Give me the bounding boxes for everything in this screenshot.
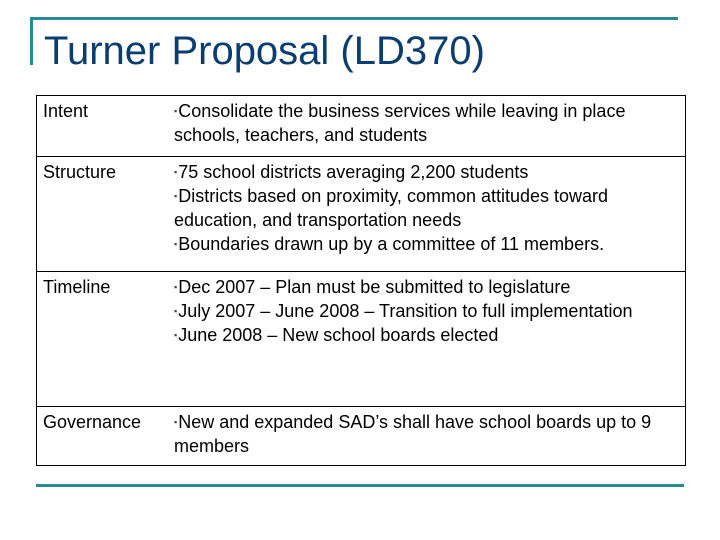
row-content-intent xyxy=(172,96,686,157)
bullet-item xyxy=(174,160,681,184)
table-row-intent xyxy=(37,96,686,157)
table-row-governance xyxy=(37,407,686,466)
bullet-item xyxy=(174,323,681,347)
bullet-item xyxy=(174,232,681,256)
square-bullet-icon: ▪ xyxy=(174,167,178,177)
bullet-text: Districts based on proximity, common attitudes toward education, and transportation needs xyxy=(174,186,609,230)
bullet-text: Consolidate the business services while leaving in place schools, teachers, and students xyxy=(174,101,626,145)
square-bullet-icon: ▪ xyxy=(174,282,178,292)
square-bullet-icon: ▪ xyxy=(174,239,178,249)
square-bullet-icon: ▪ xyxy=(174,306,178,316)
bullet-text: July 2007 – June 2008 – Transition to full implementation xyxy=(178,301,633,321)
bullet-item xyxy=(174,299,681,323)
bullet-text: Dec 2007 – Plan must be submitted to legislature xyxy=(178,277,571,297)
proposal-table xyxy=(36,95,686,466)
square-bullet-icon: ▪ xyxy=(174,330,178,340)
table-row-timeline xyxy=(37,272,686,407)
bullet-text: New and expanded SAD’s shall have school boards up to 9 members xyxy=(174,412,652,456)
row-label-timeline: Timeline xyxy=(37,272,173,407)
square-bullet-icon: ▪ xyxy=(174,417,178,427)
bottom-divider xyxy=(36,484,684,487)
row-content-timeline xyxy=(172,272,686,407)
row-label-structure: Structure xyxy=(37,157,173,272)
row-content-structure xyxy=(172,157,686,272)
square-bullet-icon: ▪ xyxy=(174,106,178,116)
bullet-item xyxy=(174,99,681,147)
title-frame-top-rule xyxy=(30,17,678,20)
bullet-item xyxy=(174,184,681,232)
bullet-text: 75 school districts averaging 2,200 students xyxy=(178,162,529,182)
row-label-governance: Governance xyxy=(37,407,173,466)
table-row-structure xyxy=(37,157,686,272)
row-label-intent: Intent xyxy=(37,96,173,157)
row-content-governance xyxy=(172,407,686,466)
bullet-text: Boundaries drawn up by a committee of 11 members. xyxy=(178,234,605,254)
bullet-item xyxy=(174,275,681,299)
title-frame-left-rule xyxy=(30,17,33,65)
bullet-item xyxy=(174,410,681,458)
square-bullet-icon: ▪ xyxy=(174,191,178,201)
bullet-text: June 2008 – New school boards elected xyxy=(178,325,499,345)
slide-title: Turner Proposal (LD370) xyxy=(44,29,485,73)
